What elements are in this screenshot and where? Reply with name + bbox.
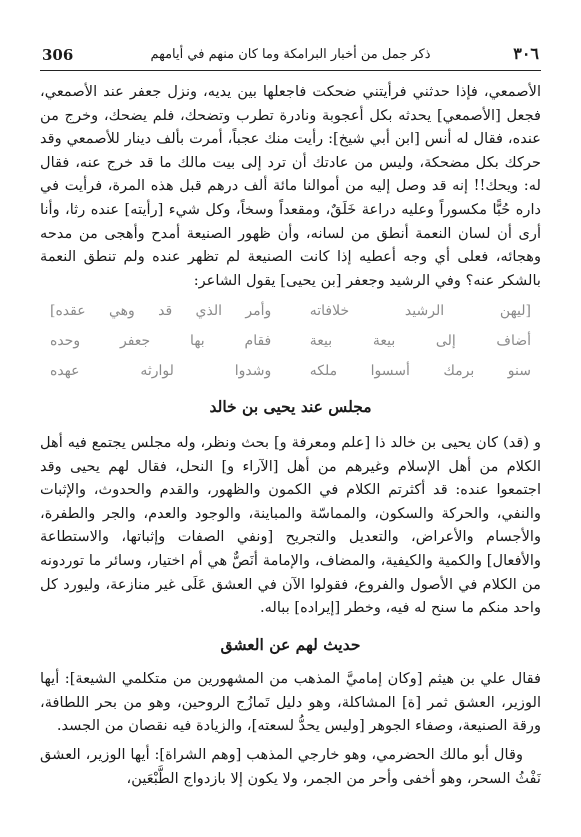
section-heading-2: حديث لهم عن العشق: [220, 635, 361, 654]
poem-hemistich-left: فقام بها جعفر وحده: [50, 333, 272, 349]
poem-verse: [50, 326, 531, 356]
section-heading-1: مجلس عند يحيى بن خالد: [209, 397, 372, 416]
paragraph-1: الأصمعي، فإذا حدثني فرأيتني ضحكت فاجعلها بين يديه، ونزل جعفر عند الأصمعي، فجعل [الأصمعي] يحدثه بكل أعجوبة ونادرة تطرب وتضحك، فلم يضحك، وخرج من عنده، فقال له أنس [ابن أبي شيخ]: رأيت منك عجباً، أمرت بألف دينار للأصمعي وقد حركك بكل مضحكة، وليس من عادتك أن ترد إلى بيت مالك ما قد خرج عنه، فقال له: ويحك!! إنه قد وصل إليه من أموالنا مائة ألف درهم قبل هذه المرة، فرأيت في داره حُبًّا مكسوراً وعليه دراعة خَلَقٌ، ومقعداً وسخاً، وكل شيء [رأيته] عنده رثا، وأنا أرى أن لسان النعمة أنطق من لسانه، وأن ظهور الصنيعة أمدح وأهجى من مدحه وهجائه، فعلى أي وجه أعطيه إذا كانت الصنيعة لم تظهر عنده ولم تنطق النعمة بالشكر عنه؟ وفي الرشيد وجعفر [بن يحيى] يقول الشاعر:: [40, 83, 541, 289]
page-number-latin: 306: [42, 46, 74, 64]
running-header: [40, 40, 541, 71]
running-title: ذكر جمل من أخبار البرامكة وما كان منهم في أيامهم: [150, 47, 431, 62]
page-number-arabic: ٣٠٦: [513, 44, 539, 63]
paragraph-2: و (قد) كان يحيى بن خالد ذا [علم ومعرفة و] بحث ونظر، وله مجلس يجتمع فيه أهل الكلام من أهل الإسلام وغيرهم من أهل [الآراء و] النحل، فقال لهم يحيى وقد اجتمعوا عنده: قد أكثرتم الكلام في الكمون والظهور، والقدم والحدوث، والإثبات والنفي، والحركة والسكون، والمماسّة والمباينة، والوجود والعدم، والجر والطفرة، والأجسام والأعراض، والتعديل والتجريح [ونفي الصفات وإثباتها، والاستطاعة والأفعال] والكمية والكيفية، والمضاف، والإمامة أنَصٌّ هي أم اختيار، وسائر ما توردونه من الكلام في الأصول والفروع، فقولوا الآن في العشق عَلَى غير منازعة، وليورد كل واحد منكم ما سنح له فيه، وخطر [إيراده] بباله.: [40, 434, 541, 617]
poem-hemistich-right: سنو برمك أسسوا ملكه: [309, 363, 531, 379]
poem-hemistich-right: أضاف إلى بيعة بيعة: [309, 333, 531, 349]
paragraph-3: فقال علي بن هيثم [وكان إماميَّ المذهب من المشهورين من متكلمي الشيعة]: أيها الوزير، العشق ثمر [ة] المشاكلة، وهو دليل تَمازُج الروحين، وهو من بحر اللطافة، ورقة الصنيعة، وصفاء الجوهر [وليس يحدُّ لسعته]، والزيادة فيه نقصان من الجسد.: [40, 670, 541, 735]
poem-hemistich-left: وأمر الذي قد وهي عقده]: [50, 303, 272, 319]
poem: [50, 296, 531, 386]
poem-verse: [50, 296, 531, 326]
paragraph-4: وقال أبو مالك الحضرمي، وهو خارجي المذهب [وهم الشراة]: أيها الوزير، العشق نَفْثُ السحر، وهو أخفى وأحر من الجمر، ولا يكون إلا بازدواج الطَّبْعَين،: [40, 746, 541, 787]
poem-hemistich-left: وشدوا لوارثه عهده: [50, 363, 272, 379]
poem-hemistich-right: [ليهن الرشيد خلافاته: [309, 303, 531, 319]
poem-verse: [50, 356, 531, 386]
